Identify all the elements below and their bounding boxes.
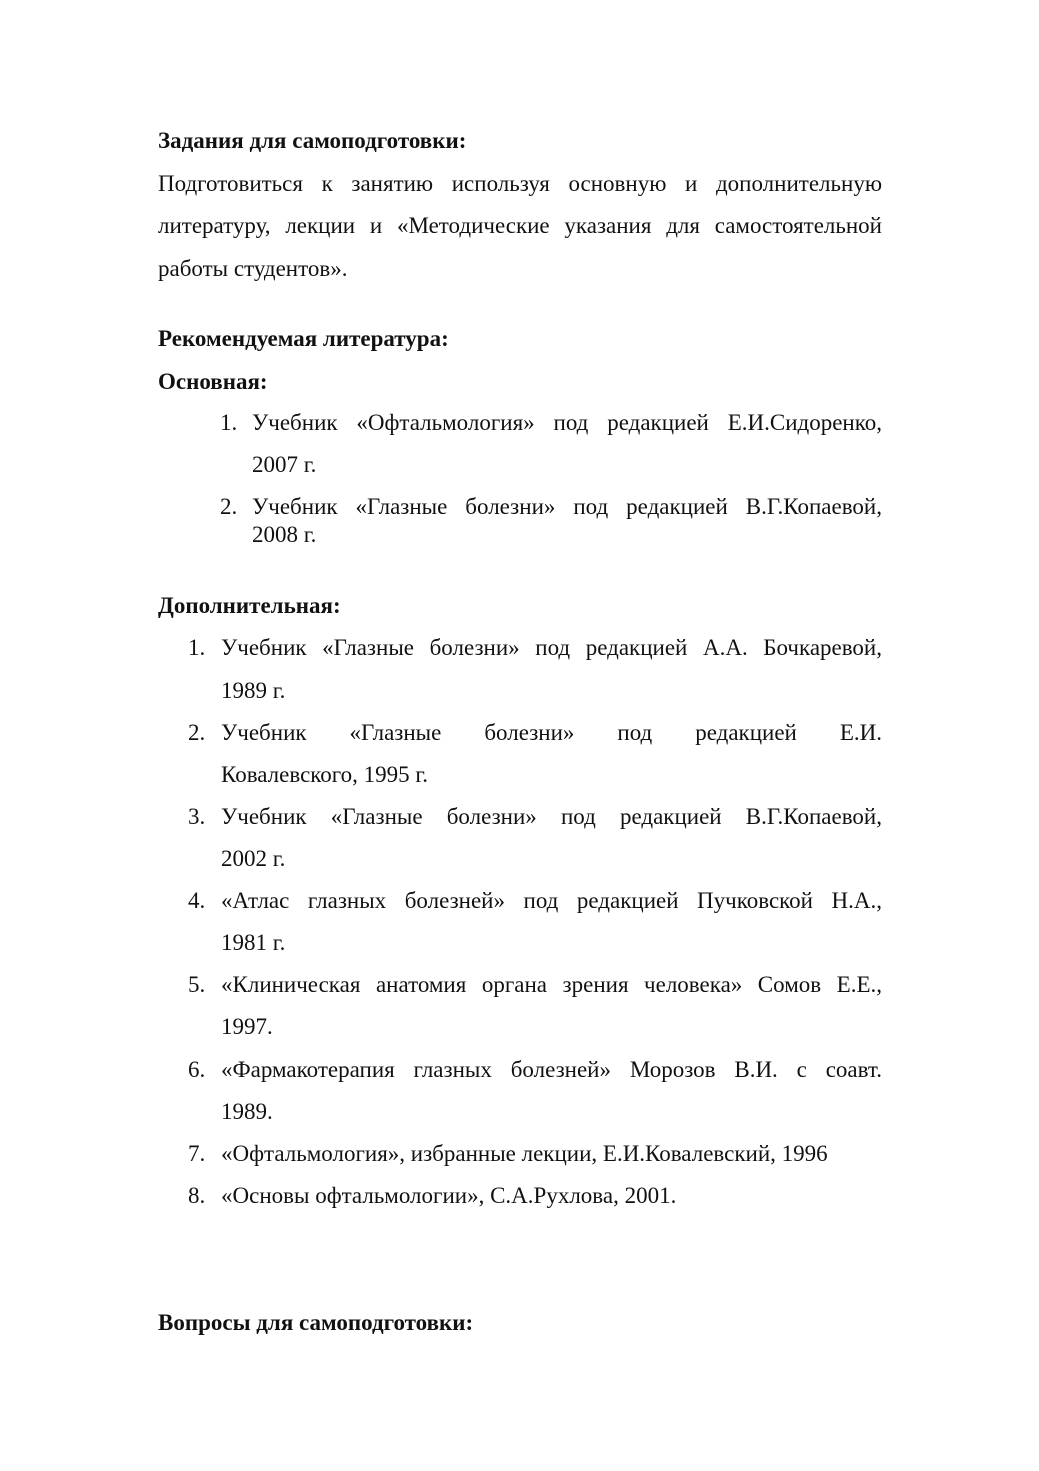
tasks-heading: Задания для самоподготовки: bbox=[158, 128, 467, 153]
list-item-number: 7. bbox=[188, 1141, 206, 1166]
tasks-text-line: работы студентов». bbox=[158, 256, 348, 281]
list-item: 1989. bbox=[221, 1099, 273, 1124]
list-item-number: 8. bbox=[188, 1183, 206, 1208]
list-item: 1989 г. bbox=[221, 678, 286, 703]
tasks-text-line: Подготовиться к занятию используя основную и дополнительную bbox=[158, 171, 882, 196]
list-item-number: 2. bbox=[188, 720, 206, 745]
tasks-text-line: литературу, лекции и «Методические указания для самостоятельной bbox=[158, 213, 882, 238]
list-item: Учебник «Глазные болезни» под редакцией В.Г.Копаевой, bbox=[221, 804, 882, 829]
list-item: «Атлас глазных болезней» под редакцией Пучковской Н.А., bbox=[221, 888, 882, 913]
list-item-number: 5. bbox=[188, 972, 206, 997]
list-item: Ковалевского, 1995 г. bbox=[221, 762, 428, 787]
list-item: «Фармакотерапия глазных болезней» Морозов В.И. с соавт. bbox=[221, 1057, 882, 1082]
main-literature-heading: Основная: bbox=[158, 369, 268, 394]
list-item: «Клиническая анатомия органа зрения человека» Сомов Е.Е., bbox=[221, 972, 882, 997]
list-item: Учебник «Глазные болезни» под редакцией Е.И. bbox=[221, 720, 882, 745]
list-item: Учебник «Офтальмология» под редакцией Е.И.Сидоренко, bbox=[252, 410, 882, 435]
list-item-number: 6. bbox=[188, 1057, 206, 1082]
list-item: 2007 г. bbox=[252, 452, 317, 477]
list-item: 2008 г. bbox=[252, 522, 317, 547]
list-item-number: 3. bbox=[188, 804, 206, 829]
list-item: 1981 г. bbox=[221, 930, 286, 955]
list-item-number: 4. bbox=[188, 888, 206, 913]
list-item: «Основы офтальмологии», С.А.Рухлова, 2001. bbox=[221, 1183, 677, 1208]
list-item: 2002 г. bbox=[221, 846, 286, 871]
list-item: 1997. bbox=[221, 1014, 273, 1039]
list-item: «Офтальмология», избранные лекции, Е.И.Ковалевский, 1996 bbox=[221, 1141, 828, 1166]
additional-literature-heading: Дополнительная: bbox=[158, 593, 341, 618]
list-item-number: 2. bbox=[220, 494, 238, 519]
list-item: Учебник «Глазные болезни» под редакцией А.А. Бочкаревой, bbox=[221, 635, 882, 660]
list-item-number: 1. bbox=[188, 635, 206, 660]
list-item: Учебник «Глазные болезни» под редакцией В.Г.Копаевой, bbox=[252, 494, 882, 519]
list-item-number: 1. bbox=[220, 410, 238, 435]
questions-heading: Вопросы для самоподготовки: bbox=[158, 1310, 474, 1335]
literature-heading: Рекомендуемая литература: bbox=[158, 326, 449, 351]
